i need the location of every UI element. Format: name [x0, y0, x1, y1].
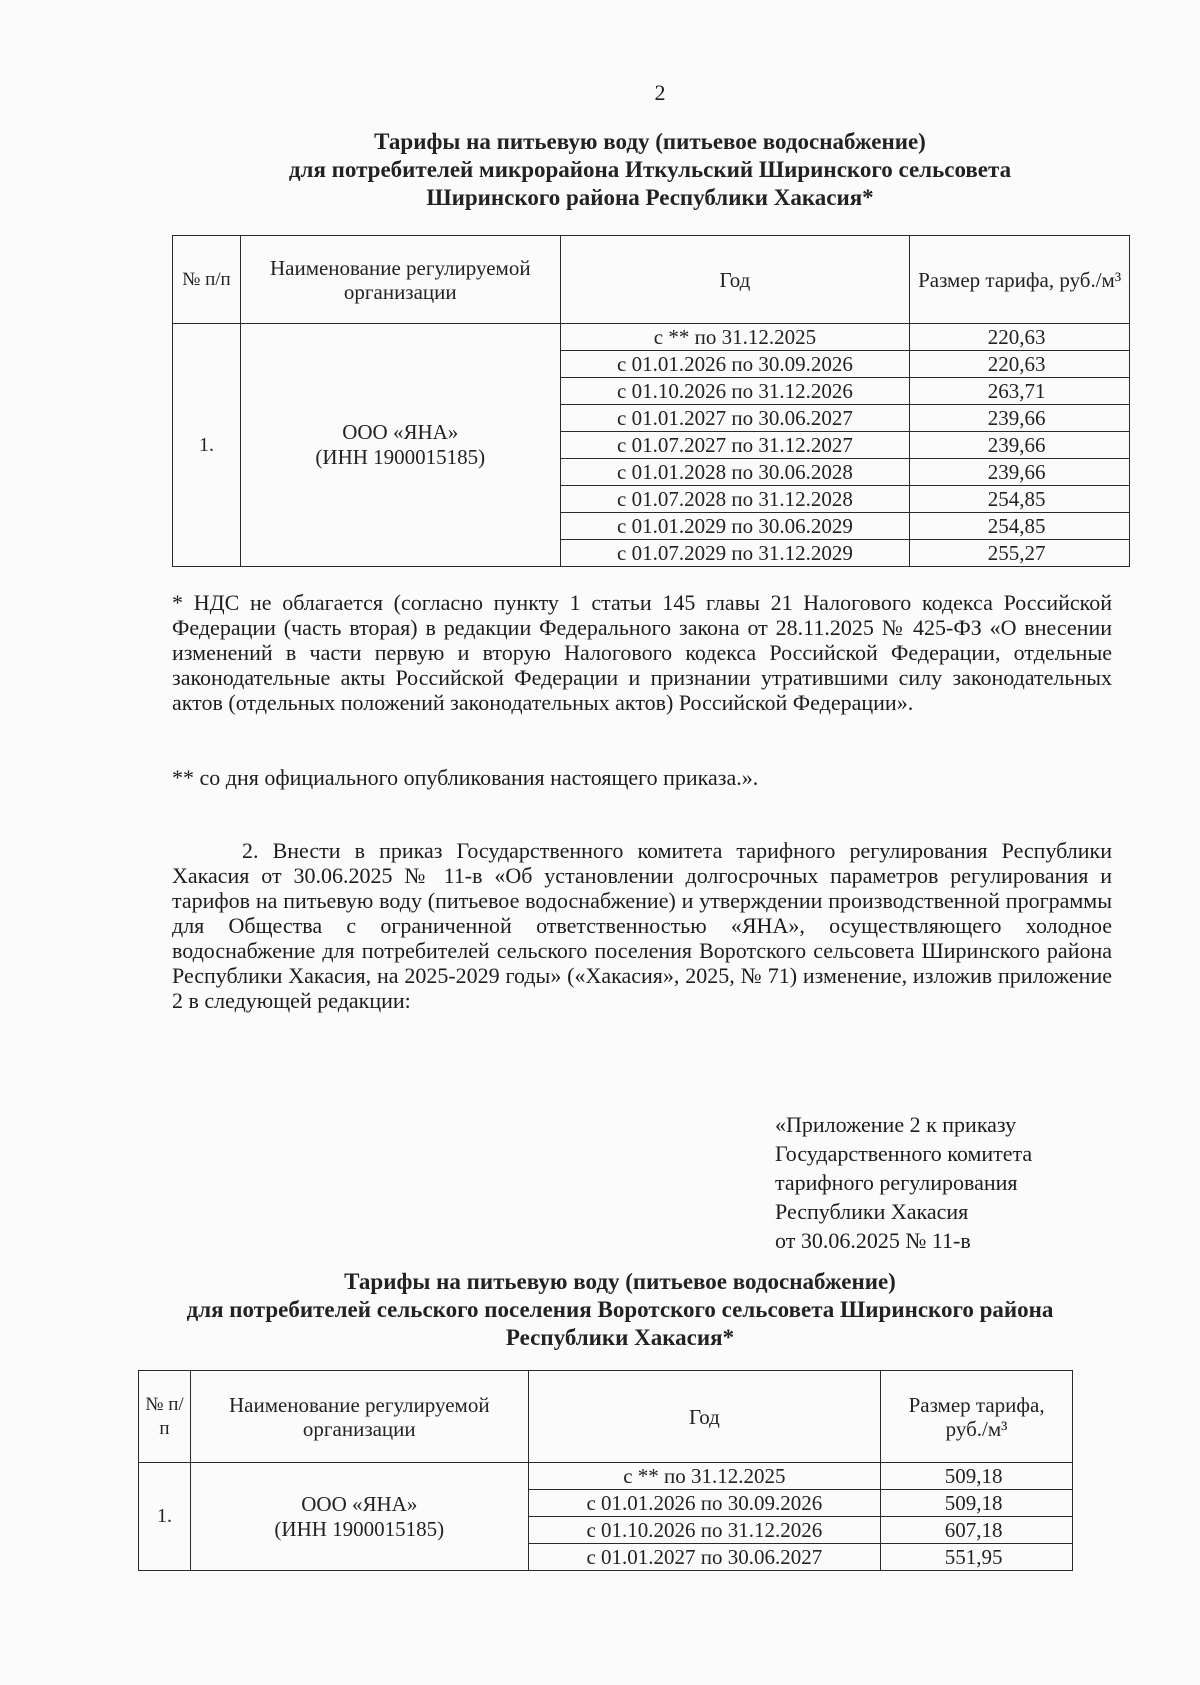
page-number: 2 — [654, 80, 666, 105]
organization-cell — [240, 324, 560, 567]
period-cell: с 01.01.2028 по 30.06.2028 — [560, 459, 910, 486]
tariff-value-cell: 254,85 — [910, 486, 1130, 513]
tariff-value-cell: 263,71 — [910, 378, 1130, 405]
table1-body — [173, 324, 1130, 567]
table1-header-year: Год — [560, 236, 910, 324]
organization-cell — [190, 1463, 528, 1571]
tariff-value-cell: 551,95 — [881, 1544, 1073, 1571]
table2 — [138, 1370, 1073, 1571]
table-row — [173, 324, 1130, 351]
table2-header-year: Год — [528, 1371, 881, 1463]
paragraph-2-number: 2. — [242, 838, 259, 863]
footnote-vat — [172, 590, 1112, 715]
period-cell: с 01.07.2027 по 31.12.2027 — [560, 432, 910, 459]
table2-title-line: Тарифы на питьевую воду (питьевое водоснабжение) — [344, 1269, 896, 1294]
tariff-value-cell: 254,85 — [910, 513, 1130, 540]
tariff-value-cell: 239,66 — [910, 459, 1130, 486]
table1-header-num: № п/п — [173, 236, 241, 324]
table1-title-line: для потребителей микрорайона Иткульский Ширинского сельсовета — [288, 157, 1012, 182]
footnote-date-text: ** со дня официального опубликования настоящего приказа.». — [172, 765, 759, 790]
tariff-value-cell: 255,27 — [910, 540, 1130, 567]
tariff-value-cell: 607,18 — [881, 1517, 1073, 1544]
table1-header-org: Наименование регулируемой организации — [240, 236, 560, 324]
period-cell: с 01.07.2028 по 31.12.2028 — [560, 486, 910, 513]
organization-inn: (ИНН 1900015185) — [315, 445, 486, 469]
tariff-value-cell: 220,63 — [910, 324, 1130, 351]
table2-title-line: для потребителей сельского поселения Воротского сельсовета Ширинского района — [186, 1297, 1054, 1322]
appendix-line: Государственного комитета — [775, 1141, 1033, 1166]
period-cell: с ** по 31.12.2025 — [528, 1463, 881, 1490]
period-cell: с 01.10.2026 по 31.12.2026 — [528, 1517, 881, 1544]
tariff-value-cell: 239,66 — [910, 405, 1130, 432]
period-cell: с 01.01.2029 по 30.06.2029 — [560, 513, 910, 540]
table2-header-org: Наименование регулируемой организации — [190, 1371, 528, 1463]
footnote-vat-text: * НДС не облагается (согласно пункту 1 статьи 145 главы 21 Налогового кодекса Российской Федерации (часть вторая) в редакции Федерального закона от 28.11.2025 № 425-ФЗ «О внесении изменений в части первую и вторую Налогового кодекса Российской Федерации, отдельные законодательные акты Российской Федерации и признании утратившими силу законодательных актов (отдельных положений законодательных актов) Российской Федерации». — [172, 590, 1112, 715]
period-cell: с 01.01.2027 по 30.06.2027 — [528, 1544, 881, 1571]
appendix-heading — [775, 1110, 1032, 1255]
table1-header-tariff: Размер тарифа, руб./м³ — [910, 236, 1130, 324]
period-cell: с 01.01.2026 по 30.09.2026 — [560, 351, 910, 378]
tariff-value-cell: 239,66 — [910, 432, 1130, 459]
table2-body — [139, 1463, 1073, 1571]
paragraph-2 — [172, 838, 1112, 1013]
paragraph-2-text: Внести в приказ Государственного комитета тарифного регулирования Республики Хакасия от 30.06.2025 № 11-в «Об установлении долгосрочных параметров регулирования и тарифов на питьевую воду (питьевое водоснабжение) и утверждении производственной программы для Общества с ограниченной ответственностью «ЯНА», осуществляющего холодное водоснабжение для потребителей сельского поселения Воротского сельсовета Ширинского района Республики Хакасия, на 2025-2029 годы» («Хакасия», 2025, № 71) изменение, изложив приложение 2 в следующей редакции: — [172, 838, 1113, 1013]
appendix-line: «Приложение 2 к приказу — [775, 1112, 1017, 1137]
table1-title — [170, 128, 1130, 212]
table2-title-line: Республики Хакасия* — [505, 1325, 735, 1350]
table1-title-line: Тарифы на питьевую воду (питьевое водоснабжение) — [374, 129, 926, 154]
table1-title-line: Ширинского района Республики Хакасия* — [426, 185, 874, 210]
organization-name: ООО «ЯНА» — [342, 420, 459, 444]
tariff-value-cell: 220,63 — [910, 351, 1130, 378]
row-number: 1. — [139, 1463, 191, 1571]
tariff-value-cell: 509,18 — [881, 1490, 1073, 1517]
table2-header-row — [139, 1371, 1073, 1463]
table-row — [139, 1463, 1073, 1490]
period-cell: с 01.01.2026 по 30.09.2026 — [528, 1490, 881, 1517]
period-cell: с 01.07.2029 по 31.12.2029 — [560, 540, 910, 567]
period-cell: с 01.10.2026 по 31.12.2026 — [560, 378, 910, 405]
appendix-line: Республики Хакасия — [775, 1199, 969, 1224]
row-number: 1. — [173, 324, 241, 567]
footnote-date — [172, 765, 1112, 790]
appendix-line: от 30.06.2025 № 11-в — [775, 1228, 971, 1253]
table2-header-num: № п/п — [139, 1371, 191, 1463]
table1 — [172, 235, 1130, 567]
table1-header-row — [173, 236, 1130, 324]
period-cell: с ** по 31.12.2025 — [560, 324, 910, 351]
table2-title — [100, 1268, 1140, 1352]
tariff-value-cell: 509,18 — [881, 1463, 1073, 1490]
appendix-line: тарифного регулирования — [775, 1170, 1018, 1195]
table2-header-tariff: Размер тарифа, руб./м³ — [881, 1371, 1073, 1463]
period-cell: с 01.01.2027 по 30.06.2027 — [560, 405, 910, 432]
organization-name: ООО «ЯНА» — [301, 1491, 418, 1516]
organization-inn: (ИНН 1900015185) — [274, 1516, 445, 1541]
